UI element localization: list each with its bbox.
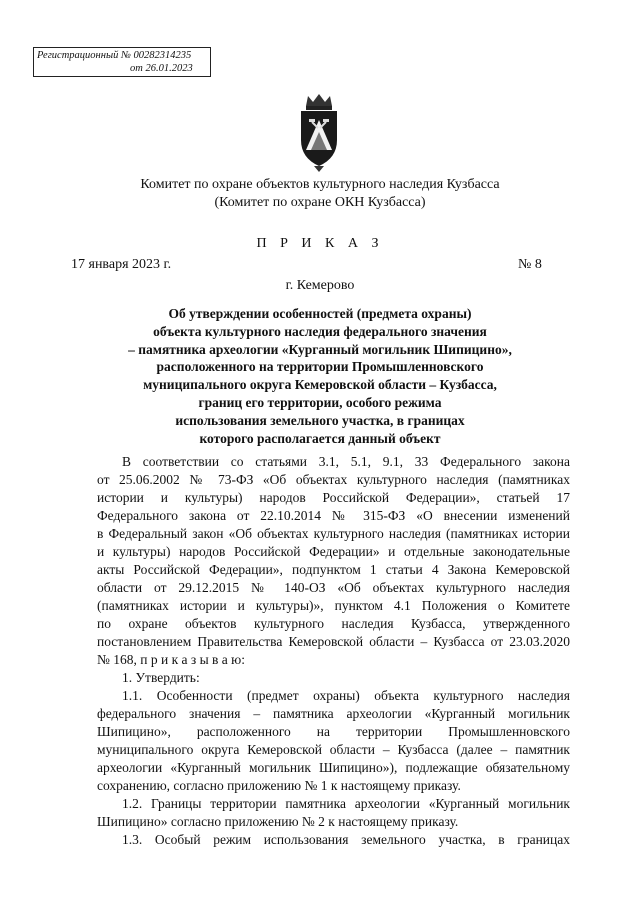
body-line: археологии «Курганный могильник Шипицино»), подлежащие обязательному <box>97 760 570 775</box>
document-type: П Р И К А З <box>256 236 384 251</box>
body-line: по охране объектов культурного наследия Кузбасса, утвержденного <box>97 616 570 631</box>
organization-name: Комитет по охране объектов культурного наследия Кузбасса <box>140 177 500 192</box>
body-line: акты Российской Федерации», подпунктом 1 статьи 4 Закона Кемеровской <box>97 562 570 577</box>
title-line: муниципального округа Кемеровской области – Кузбасса, <box>143 377 497 393</box>
registration-number: Регистрационный № 00282314235 <box>37 50 192 61</box>
kuzbass-coat-of-arms-icon <box>294 92 344 172</box>
registration-date: от 26.01.2023 <box>130 63 193 74</box>
body-line: области от 29.12.2015 № 140-ОЗ «Об объектах культурного наследия <box>97 580 570 595</box>
body-line: В соответствии со статьями 3.1, 5.1, 9.1, 33 Федерального закона <box>122 454 570 469</box>
title-line: – памятника археологии «Курганный могильник Шипицино», <box>128 341 512 357</box>
title-line: границ его территории, особого режима <box>198 394 442 410</box>
clause-1-2: 1.2. Границы территории памятника археологии «Курганный могильник <box>122 796 570 811</box>
clause-1-1: 1.1. Особенности (предмет охраны) объекта культурного наследия <box>122 688 570 703</box>
order-number: № 8 <box>518 257 542 272</box>
title-line: Об утверждении особенностей (предмета охраны) <box>168 306 472 321</box>
body-line: сохранению, согласно приложению № 1 к настоящему приказу. <box>97 778 461 793</box>
body-line: Шипицино» согласно приложению № 2 к настоящему приказу. <box>97 814 459 829</box>
organization-short-name: (Комитет по охране ОКН Кузбасса) <box>214 195 426 210</box>
title-line: объекта культурного наследия федерального значения <box>153 323 487 339</box>
body-line: (памятниках истории и культуры)», пунктом 4.1 Положения о Комитете <box>97 598 570 613</box>
body-line: № 168, п р и к а з ы в а ю: <box>97 652 245 667</box>
body-line: в Федеральный закон «Об объектах культурного наследия (памятниках истории <box>97 526 570 541</box>
order-date: 17 января 2023 г. <box>71 257 172 272</box>
registration-stamp <box>33 47 211 77</box>
body-line: от 25.06.2002 № 73-ФЗ «Об объектах культурного наследия (памятниках <box>97 472 570 487</box>
order-title <box>80 305 560 447</box>
clause-1-3: 1.3. Особый режим использования земельного участка, в границах <box>122 832 570 847</box>
body-line: истории и культуры) народов Российской Федерации», статьей 17 <box>97 490 570 505</box>
title-line: расположенного на территории Промышленновского <box>156 359 484 375</box>
title-line: которого располагается данный объект <box>199 430 441 446</box>
body-line: федерального значения – памятника археологии «Курганный могильник <box>97 706 570 721</box>
order-city: г. Кемерово <box>285 278 355 293</box>
body-line: Федерального закона от 22.10.2014 № 315-ФЗ «О внесении изменений <box>97 508 570 523</box>
body-line: Шипицино», расположенного на территории Промышленновского <box>97 724 570 739</box>
body-line: и культуры) народов Российской Федерации» и отдельные законодательные <box>97 544 570 559</box>
title-line: использования земельного участка, в границах <box>175 412 465 428</box>
clause-1: 1. Утвердить: <box>122 670 200 685</box>
body-line: постановлением Правительства Кемеровской области – Кузбасса от 23.03.2020 <box>97 634 570 649</box>
body-line: муниципального округа Кемеровской области – Кузбасса (далее – памятник <box>97 742 570 757</box>
